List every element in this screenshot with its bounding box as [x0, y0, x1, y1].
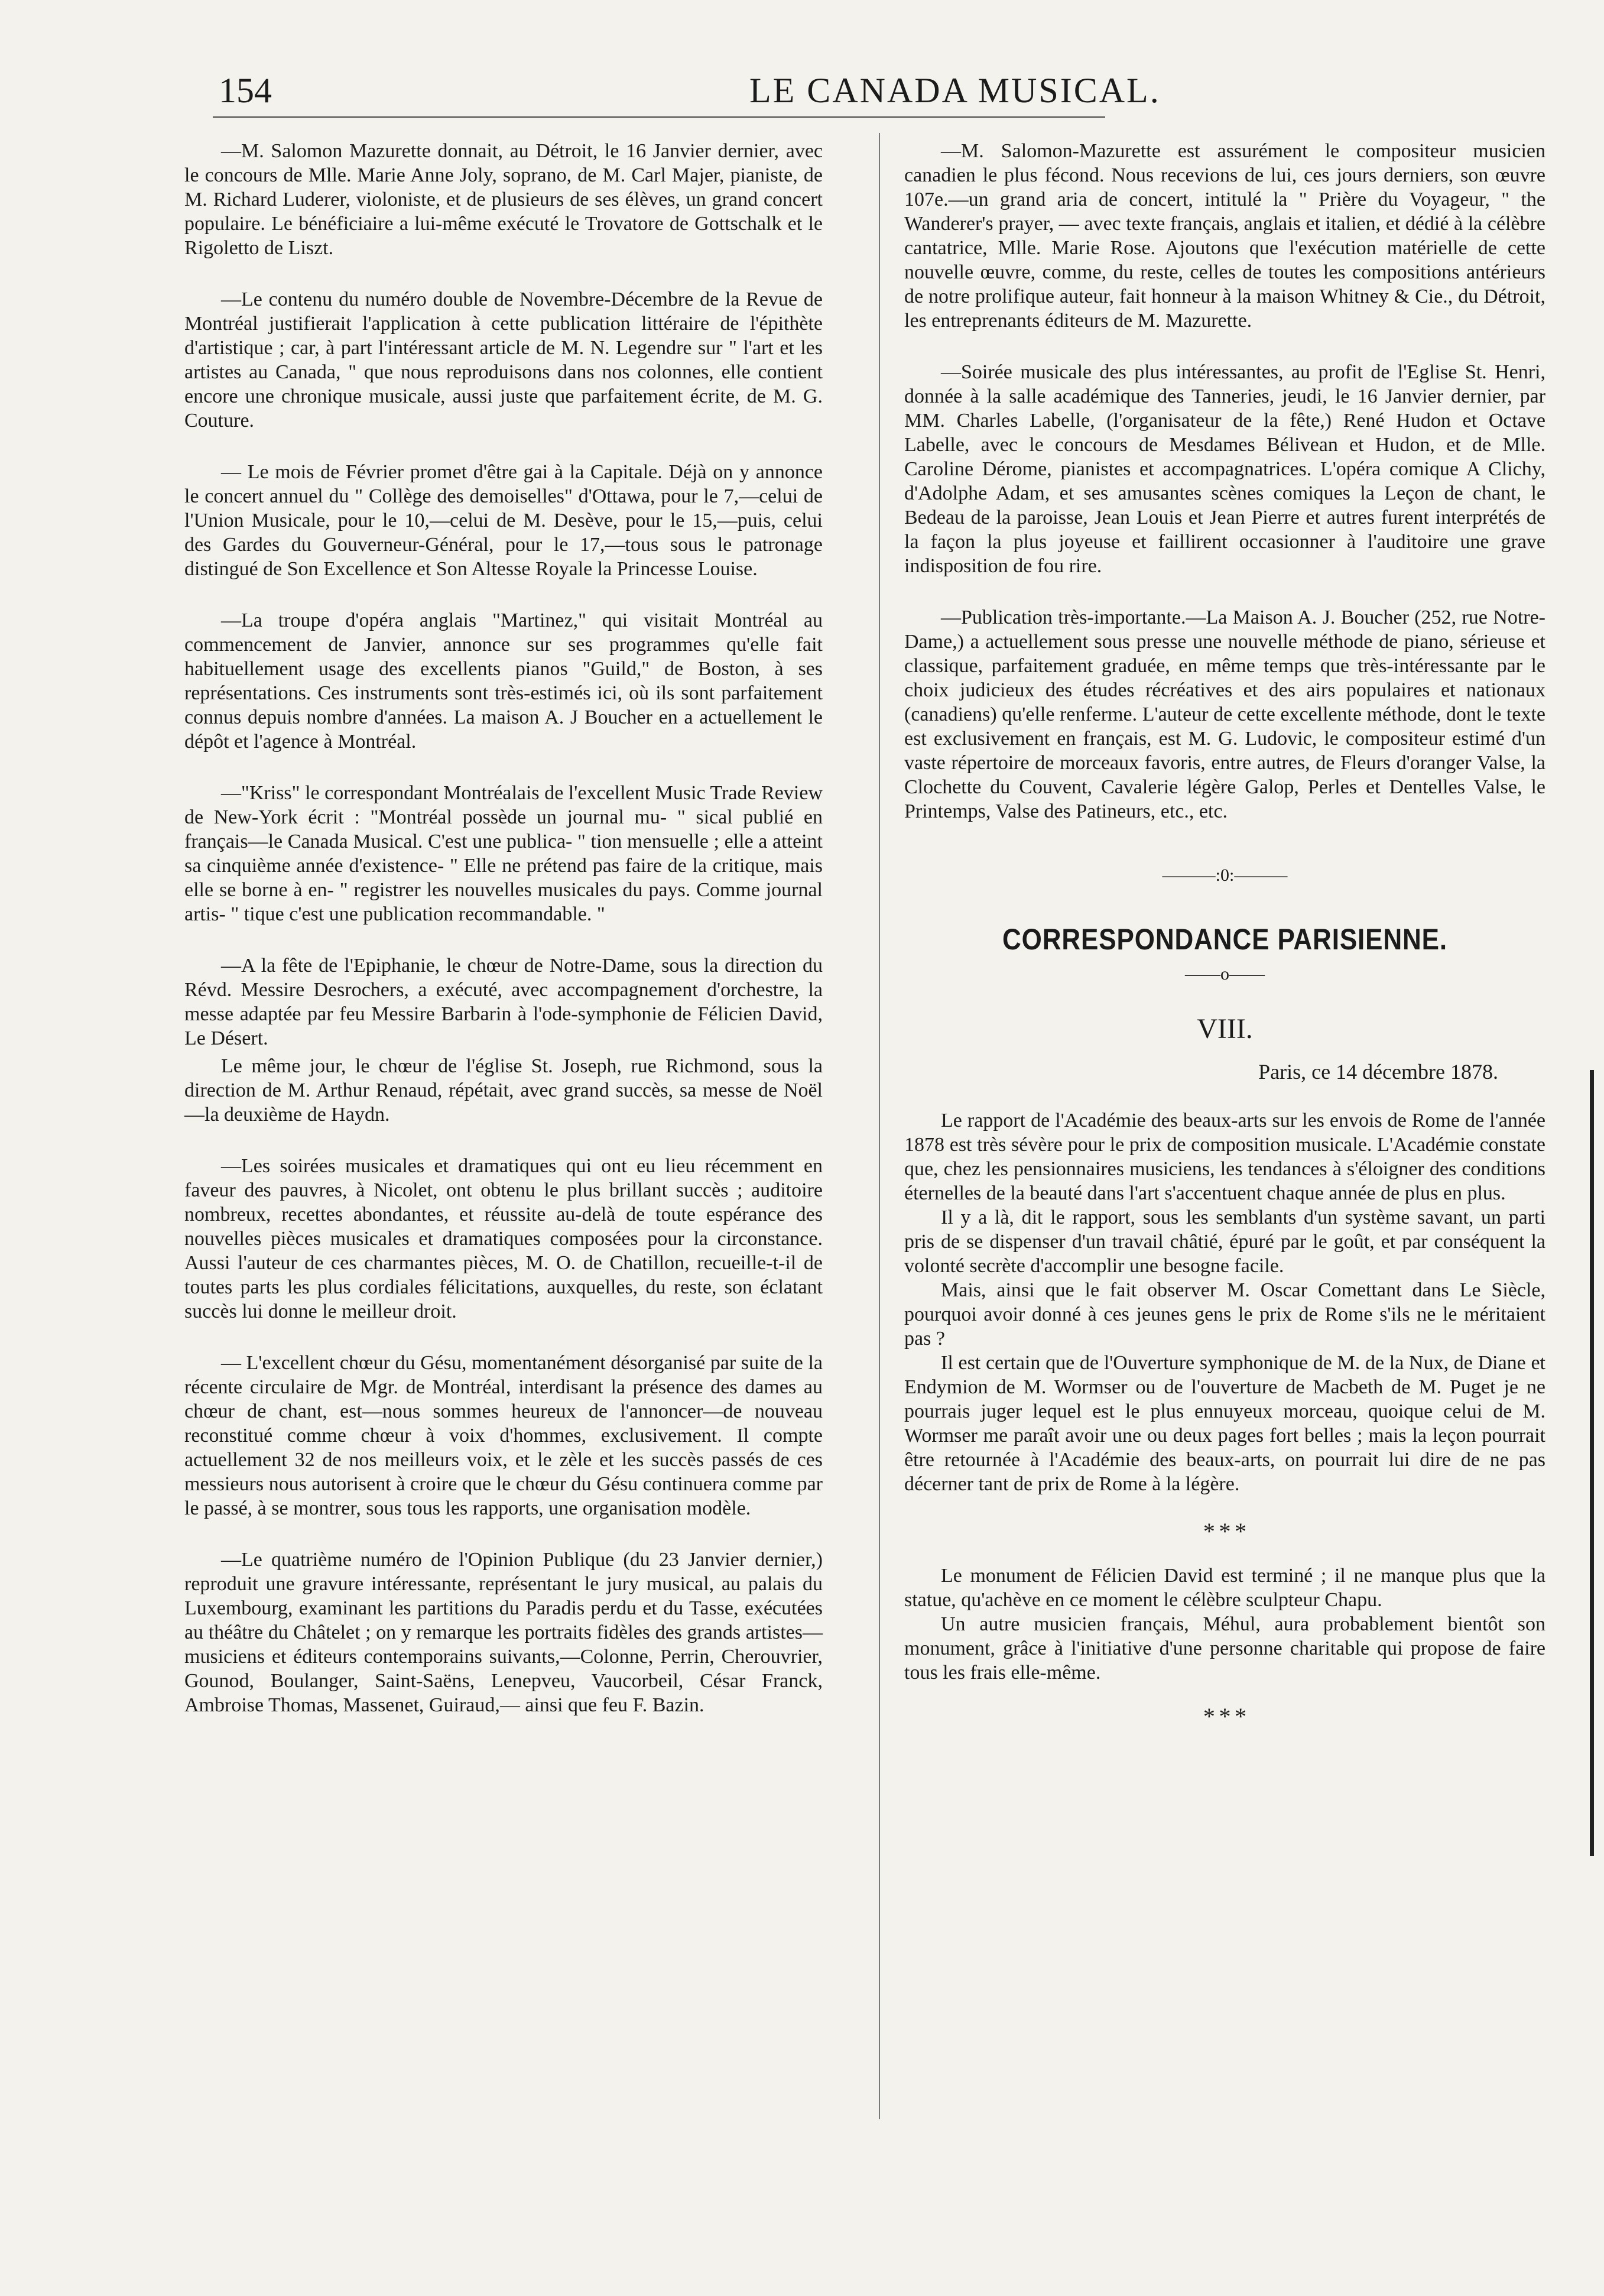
- header-rule: [213, 116, 1105, 118]
- news-item: —Le quatrième numéro de l'Opinion Publique (du 23 Janvier dernier,) reproduit une gravure intéressante, représentant le jury musical, au palais du Luxembourg, examinant les partitions du Paradis perdu et du Tasse, exécutées au théâtre du Châtelet ; on y remarque les portraits fidèles des grands artistes—musiciens et éditeurs contemporains suivants,—Colonne, Perrin, Cherouvrier, Gounod, Boulanger, Saint-Saëns, Lenepveu, Vaucorbeil, César Franck, Ambroise Thomas, Massenet, Guiraud,— ainsi que feu F. Bazin.: [184, 1549, 823, 1716]
- letter-paragraph: Mais, ainsi que le fait observer M. Oscar Comettant dans Le Siècle, pourquoi avoir donné à ces jeunes gens le prix de Rome s'ils ne le méritaient pas ?: [904, 1279, 1545, 1350]
- news-item: —A la fête de l'Epiphanie, le chœur de Notre-Dame, sous la direction du Révd. Messire Desrochers, a exécuté, avec accompagnement d'orchestre, la messe adaptée par feu Messire Barbarin à l'ode-symphonie de Félicien David, Le Désert.: [184, 955, 823, 1049]
- section-title: CORRESPONDANCE PARISIENNE.: [1002, 923, 1448, 956]
- news-item: —Soirée musicale des plus intéressantes, au profit de l'Eglise St. Henri, donnée à la salle académique des Tanneries, jeudi, le 16 Janvier dernier, par MM. Charles Labelle, (l'organisateur de la fête,) René Hudon et Octave Labelle, avec le concours de Mesdames Bélivean et Hudon, et de Mlle. Caroline Dérome, pianistes et accompagnatrices. L'opéra comique A Clichy, d'Adolphe Adam, et ses amusantes scènes comiques la Leçon de chant, le Bedeau de la paroisse, Jean Louis et Jean Pierre et autres furent interprétés de la façon la plus joyeuse et faillirent occasionner à l'auditoire une grave indisposition de fou rire.: [904, 361, 1545, 577]
- news-item: —La troupe d'opéra anglais "Martinez," qui visitait Montréal au commencement de Janvier, annonce sur ses programmes qu'elle fait habituellement usage des excellents pianos "Guild," de Boston, à ses représentations. Ces instruments sont très-estimés ici, où ils sont parfaitement connus depuis nombre d'années. La maison A. J Boucher en a actuellement le dépôt et l'agence à Montréal.: [184, 609, 823, 753]
- news-item: —Les soirées musicales et dramatiques qui ont eu lieu récemment en faveur des pauvres, à Nicolet, ont obtenu le plus brillant succès ; auditoire nombreux, recettes abondantes, et réussite au-delà de toute espérance des nouvelles pièces musicales et dramatiques composées pour la circonstance. Aussi l'auteur de ces charmantes pièces, M. O. de Chatillon, recueille-t-il de toutes parts les plus cordiales félicitations, auxquelles, du reste, son éclatant succès lui donne le meilleur droit.: [184, 1155, 823, 1322]
- news-item: Le même jour, le chœur de l'église St. Joseph, rue Richmond, sous la direction de M. Arthur Renaud, répétait, avec grand succès, sa messe de Noël—la deuxième de Haydn.: [184, 1055, 823, 1126]
- letter-paragraph: Le rapport de l'Académie des beaux-arts sur les envois de Rome de l'année 1878 est très sévère pour le prix de composition musicale. L'Académie constate que, chez les pensionnaires musiciens, les tendances à s'éloigner des conditions éternelles de la beauté dans l'art s'accentuent chaque année de plus en plus.: [904, 1110, 1545, 1204]
- left-column: [184, 139, 823, 1717]
- column-divider: [879, 133, 880, 2119]
- news-item: —"Kriss" le correspondant Montréalais de l'excellent Music Trade Review de New-York écrit : "Montréal possède un journal mu- " sical publié en français—le Canada Musical. C'est une publica- " tion mensuelle ; elle a atteint sa cinquième année d'existence- " Elle ne prétend pas faire de la critique, mais elle se borne à en- " registrer les nouvelles musicales du pays. Comme journal artis- " tique c'est une publication recommandable. ": [184, 782, 823, 925]
- letter-paragraph: Il est certain que de l'Ouverture symphonique de M. de la Nux, de Diane et Endymion de M. Wormser ou de l'ouverture de Macbeth de M. Puget je ne pourrais juger lequel est le plus ennuyeux morceau, quoique celui de M. Wormser me paraît avoir une ou deux pages fort belles ; mais la leçon pourrait être retournée à l'Académie des beaux-arts, on pourrait lui dire de ne pas décerner tant de prix de Rome à la légère.: [904, 1352, 1545, 1495]
- letter-number: VIII.: [1197, 1013, 1253, 1045]
- asterism: * * *: [1203, 1518, 1247, 1545]
- news-item: —M. Salomon-Mazurette est assurément le compositeur musicien canadien le plus fécond. Nous recevions de lui, ces jours derniers, son œuvre 107e.—un grand aria de concert, intitulé la " Prière du Voyageur, " the Wanderer's prayer, — avec texte français, anglais et italien, et dédié à la célèbre cantatrice, Mlle. Marie Rose. Ajoutons que l'exécution matérielle de cette nouvelle œuvre, comme, du reste, celles de toutes les compositions antérieurs de notre prolifique auteur, fait honneur à la maison Whitney & Cie., du Détroit, les entreprenants éditeurs de M. Mazurette.: [904, 140, 1545, 332]
- section-separator: ———:0:———: [1162, 865, 1288, 885]
- letter-paragraph: Il y a là, dit le rapport, sous les semblants d'un système savant, un parti pris de se dispenser d'un travail châtié, épuré par le goût, et par conséquent la volonté secrète d'accomplir une besogne facile.: [904, 1207, 1545, 1277]
- asterism: * * *: [1203, 1703, 1247, 1730]
- news-item: —M. Salomon Mazurette donnait, au Détroit, le 16 Janvier dernier, avec le concours de Mlle. Marie Anne Joly, soprano, de M. Carl Majer, pianiste, de M. Richard Luderer, violoniste, et de plusieurs de ses élèves, un grand concert populaire. Le bénéficiaire a lui-même exécuté le Trovatore de Gottschalk et le Rigoletto de Liszt.: [184, 140, 823, 259]
- running-title: LE CANADA MUSICAL.: [749, 71, 1161, 110]
- letter-paragraph: Un autre musicien français, Méhul, aura probablement bientôt son monument, grâce à l'initiative d'une personne charitable qui propose de faire tous les frais elle-même.: [904, 1613, 1545, 1684]
- dateline: Paris, ce 14 décembre 1878.: [1258, 1060, 1498, 1084]
- title-ornament: ——o——: [1185, 964, 1265, 984]
- news-item: —Publication très-importante.—La Maison A. J. Boucher (252, rue Notre-Dame,) a actuellement sous presse une nouvelle méthode de piano, sérieuse et classique, parfaitement graduée, en même temps que très-intéressante par le choix judicieux des études récréatives et des airs populaires et nationaux (canadiens) qu'elle renferme. L'auteur de cette excellente méthode, dont le texte est exclusivement en français, est M. G. Ludovic, le compositeur estimé d'un vaste répertoire de morceaux favoris, entre autres, de Fleurs d'oranger Valse, la Clochette du Couvent, Cavalerie légère Galop, Perles et Dentelles Valse, le Printemps, Valse des Patineurs, etc., etc.: [904, 607, 1545, 822]
- news-item: — L'excellent chœur du Gésu, momentanément désorganisé par suite de la récente circulaire de Mgr. de Montréal, interdisant la présence des dames au chœur de chant, est—nous sommes heureux de l'annoncer—de nouveau reconstitué comme chœur à voix d'hommes, exclusivement. Il compte actuellement 32 de nos meilleurs voix, et le zèle et les succès passés de ces messieurs nous autorisent à croire que le chœur du Gésu continuera comme par le passé, à se montrer, sous tous les rapports, une organisation modèle.: [184, 1352, 823, 1519]
- letter-paragraph: Le monument de Félicien David est terminé ; il ne manque plus que la statue, qu'achève en ce moment le célèbre sculpteur Chapu.: [904, 1565, 1545, 1611]
- news-item: —Le contenu du numéro double de Novembre-Décembre de la Revue de Montréal justifierait l'application à cette publication littéraire de l'épithète d'artistique ; car, à part l'intéressant article de M. N. Legendre sur " l'art et les artistes au Canada, " que nous reproduisons dans nos colonnes, elle contient encore une chronique musicale, aussi juste que parfaitement écrite, de M. G. Couture.: [184, 288, 823, 432]
- right-column: [904, 139, 1545, 1729]
- page-number: 154: [219, 71, 272, 110]
- page-edge-rule: [1590, 1070, 1594, 1856]
- news-item: — Le mois de Février promet d'être gai à la Capitale. Déjà on y annonce le concert annuel du " Collège des demoiselles" d'Ottawa, pour le 7,—celui de l'Union Musicale, pour le 10,—celui de M. Desève, pour le 15,—puis, celui des Gardes du Gouverneur-Général, pour le 17,—tous sous le patronage distingué de Son Excellence et Son Altesse Royale la Princesse Louise.: [184, 461, 823, 580]
